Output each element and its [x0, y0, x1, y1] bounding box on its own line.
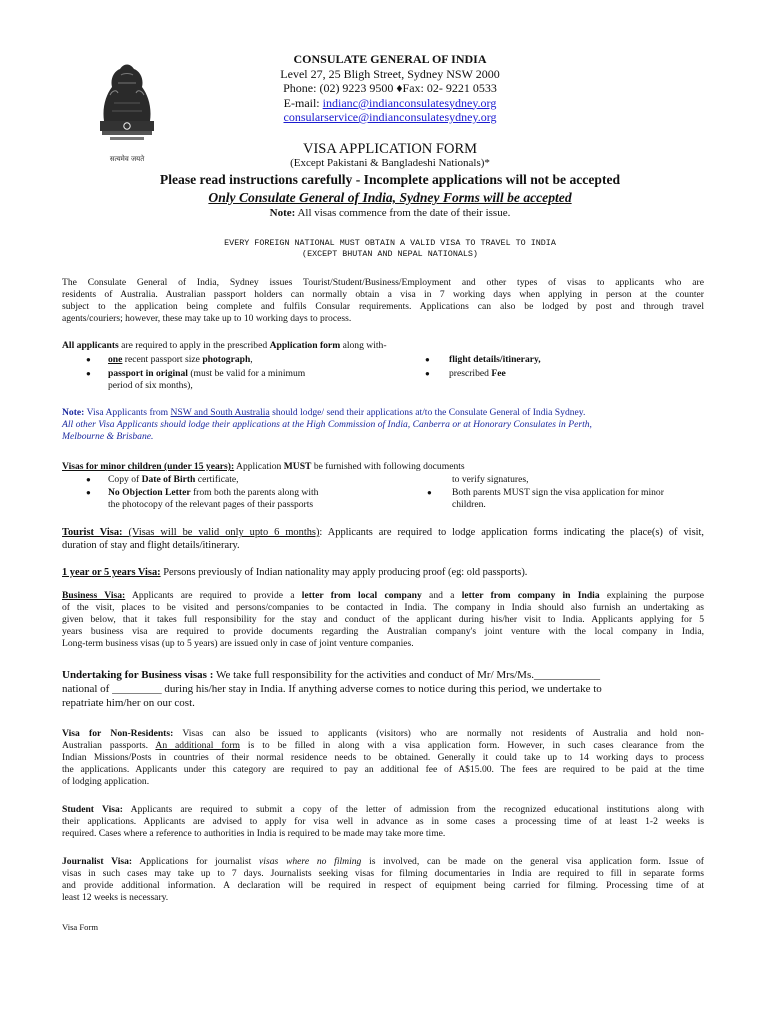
oneyear-heading: 1 year or 5 years Visa: — [62, 567, 161, 578]
journalist-t1a: Applications for journalist — [132, 856, 260, 867]
note2-italic2: Melbourne & Brisbane. — [62, 431, 154, 442]
minors-heading: Visas for minor children (under 15 years): — [62, 461, 235, 472]
req-bold: All applicants — [62, 340, 119, 351]
journalist-t1b: is involved, can be made on the general visa application form. Issue of — [361, 856, 704, 867]
business-t2: and a — [421, 590, 462, 601]
flight-bold: flight details/itinerary, — [449, 354, 541, 365]
instructions-warning: Please read instructions carefully - Incomplete applications will not be accepted — [159, 172, 621, 187]
req-item-photo — [86, 354, 386, 366]
minors-text-pre: Application — [234, 461, 284, 472]
journalist-t1i: visas where no filming — [259, 856, 362, 867]
email-link-consularservice[interactable]: consularservice@indianconsulatesydney.org — [283, 110, 497, 124]
passport-text: (must be valid for a minimum — [187, 368, 306, 379]
intro-line: The Consulate General of India, Sydney issues Tourist/Student/Business/Employment and other types of visas to applicants who are — [62, 277, 704, 288]
nonres-additional-form: An additional form — [155, 740, 240, 751]
business-section — [62, 590, 704, 650]
bullet-icon: ● — [86, 475, 91, 484]
undertaking-heading: Undertaking for Business visas : — [62, 669, 214, 681]
student-l3: required. Cases where a reference to authorities in India is required to be made may take more time. — [62, 828, 446, 839]
business-line: given below, that it takes full responsibility for the stay and conduct of the applicant during his/her visit to India. Applicants applying for 5 — [62, 614, 704, 625]
journalist-l4: least 12 weeks is necessary. — [62, 892, 169, 903]
nonres-section — [62, 728, 704, 788]
emblem-motto: सत्यमेव जयते — [109, 155, 145, 163]
req-item-passport — [86, 368, 386, 392]
form-title: VISA APPLICATION FORM — [302, 141, 478, 157]
consulate-address: Level 27, 25 Bligh Street, Sydney NSW 2000 — [280, 66, 500, 81]
business-b1: letter from local company — [301, 590, 422, 601]
consulate-email — [220, 96, 560, 111]
tourist-heading: Tourist Visa: — [62, 527, 123, 538]
photo-end: , — [250, 354, 253, 365]
intro-line: agents/couriers; however, these may take up to 10 working days to process. — [62, 313, 352, 324]
note2-nsw: NSW and South Australia — [170, 407, 270, 418]
note-label: Note: — [269, 207, 296, 219]
requirements-lead — [62, 340, 562, 352]
parents-line1: Both parents MUST sign the visa application for minor — [452, 487, 664, 498]
dob-pre: Copy of — [108, 474, 142, 485]
every-foreign-national — [120, 238, 660, 260]
business-line: of the visit, places to be visited and persons/companies to be contacted in India. The company in India should also furnish an undertaking as — [62, 602, 704, 613]
intro-line: subject to the application being complete and fulfils Consular requirements. Applications can also be lodged by post and through travel — [62, 301, 704, 312]
passport-text2: period of six months), — [108, 380, 193, 391]
note-lodging — [62, 407, 704, 443]
req-item-flight — [425, 354, 685, 366]
student-heading: Student Visa: — [62, 804, 123, 815]
dob-post: certificate, — [195, 474, 239, 485]
fee-bold: Fee — [491, 368, 506, 379]
nonres-l2b: is to be filled in along with a visa application form. However, in such cases clearance from the — [239, 740, 704, 751]
business-heading: Business Visa: — [62, 590, 126, 601]
req-text2: along with- — [340, 340, 387, 351]
note-commence — [150, 206, 630, 220]
noc-post: from both the parents along with — [190, 487, 319, 498]
photo-mid: recent passport size — [122, 354, 203, 365]
student-l2: their applications. Applicants are advised to apply for visa well in advance as in some cases a processing time of at least 1-2 weeks is — [62, 816, 704, 827]
student-section — [62, 804, 704, 840]
fee-pre: prescribed — [449, 368, 492, 379]
page-footer: Visa Form — [62, 922, 99, 932]
bullet-icon: ● — [86, 369, 91, 378]
consulate-forms-only: Only Consulate General of India, Sydney Forms will be accepted — [208, 190, 572, 205]
dob-bold: Date of Birth — [141, 474, 196, 485]
tourist-text1: : Applicants are required to lodge application forms indicating the place(s) of visit, — [319, 527, 704, 538]
bullet-icon: ● — [86, 488, 91, 497]
business-b2: letter from company in India — [461, 590, 600, 601]
req-bold2: Application form — [269, 340, 341, 351]
nonres-line: Indian Missions/Posts in countries of their normal residence needs to be obtained. Generally it could take up to 14 working days to process — [62, 752, 704, 763]
letterhead — [220, 52, 560, 125]
every-line-1: EVERY FOREIGN NATIONAL MUST OBTAIN A VALID VISA TO TRAVEL TO INDIA — [224, 238, 556, 248]
undertaking-section — [62, 668, 704, 710]
nonres-t1: Visas can also be issued to applicants (visitors) who are normally not residents of Australia and hold non- — [173, 728, 704, 739]
business-line: Long-term business visas (up to 5 years) are issued only in case of joint venture companies. — [62, 638, 414, 649]
note2-label: Note: — [62, 407, 85, 418]
photo-one: one — [108, 354, 123, 365]
undertaking-line2: national of _________ during his/her stay in India. If anything adverse comes to notice during this period, we undertake to — [62, 683, 602, 695]
tourist-section — [62, 526, 704, 552]
email-link-indianc[interactable]: indianc@indianconsulatesydney.org — [322, 95, 497, 110]
minors-text-post: be furnished with following documents — [311, 461, 465, 472]
minors-signatures: to verify signatures, — [452, 474, 529, 485]
nonres-line: the applications. Applicants under this category are required to pay an additional fee of A$15.00. The fees are required to be paid at the time — [62, 764, 704, 775]
email-label: E-mail: — [283, 95, 323, 110]
journalist-l2: visas in such cases may take up to 7 days. Journalists seeking visas for filming documentaries in India are required to fill in separate forms — [62, 868, 704, 879]
note2-text2: should lodge/ send their applications at/to the Consulate General of India Sydney. — [269, 407, 586, 418]
req-item-fee — [425, 368, 685, 380]
parents-line2: children. — [452, 499, 486, 510]
minors-heading-line — [62, 461, 582, 473]
undertaking-line1: We take full responsibility for the activities and conduct of Mr/ Mrs/Ms.____________ — [213, 669, 600, 681]
noc-line2: the photocopy of the relevant pages of their passports — [108, 499, 314, 510]
form-subtitle: (Except Pakistani & Bangladeshi Nationals)* — [290, 157, 490, 169]
intro-line: residents of Australia. Australian passport holders can normally obtain a visa in 7 working days when applying in person at the counter — [62, 289, 704, 300]
nonres-heading: Visa for Non-Residents: — [62, 728, 174, 739]
minors-item-noc — [86, 487, 386, 511]
emblem-logo — [88, 55, 166, 163]
photo-bold: photograph — [202, 354, 251, 365]
consulate-name: CONSULATE GENERAL OF INDIA — [293, 52, 487, 66]
journalist-section — [62, 856, 704, 904]
tourist-paren: (Visas will be valid only upto 6 months) — [122, 527, 320, 538]
journalist-l3: and provide additional information. A declaration will be required in respect of equipment being carried for filming. Processing time of at — [62, 880, 704, 891]
journalist-heading: Journalist Visa: — [62, 856, 133, 867]
req-text: are required to apply in the prescribed — [118, 340, 270, 351]
business-t3: explaining the purpose — [599, 590, 704, 601]
oneyear-text: Persons previously of Indian nationality may apply producing proof (eg: old passports). — [160, 567, 528, 578]
nonres-last: of lodging application. — [62, 776, 150, 787]
bullet-icon: ● — [427, 488, 432, 497]
note-text: All visas commence from the date of their issue. — [295, 207, 511, 219]
tourist-text2: duration of stay and flight details/itinerary. — [62, 540, 240, 551]
noc-bold: No Objection Letter — [108, 487, 191, 498]
note2-italic1: All other Visa Applicants should lodge their applications at the High Commission of India, Canberra or at Honorary Consulates in Perth, — [62, 419, 592, 430]
oneyear-section — [62, 566, 704, 579]
bullet-icon: ● — [425, 369, 430, 378]
bullet-icon: ● — [425, 355, 430, 364]
undertaking-line3: repatriate him/her on our cost. — [62, 697, 195, 709]
minors-item-parents — [425, 487, 710, 511]
every-line-2: (EXCEPT BHUTAN AND NEPAL NATIONALS) — [302, 249, 478, 259]
bullet-icon: ● — [86, 355, 91, 364]
consulate-phone: Phone: (02) 9223 9500 ♦Fax: 02- 9221 0533 — [283, 81, 497, 95]
intro-paragraph — [62, 277, 704, 325]
minors-item-dob — [86, 474, 386, 486]
nonres-l2a: Australian passports. — [62, 740, 156, 751]
minors-must: MUST — [283, 461, 312, 472]
student-t1: Applicants are required to submit a copy of the letter of admission from the recognized educational institutions along with — [122, 804, 704, 815]
business-line: years business visa are required to provide documents regarding the Australian company's joint venture with the local company in India, — [62, 626, 704, 637]
business-t1: Applicants are required to provide a — [125, 590, 302, 601]
passport-bold: passport in original — [108, 368, 188, 379]
note2-text1: Visa Applicants from — [84, 407, 171, 418]
